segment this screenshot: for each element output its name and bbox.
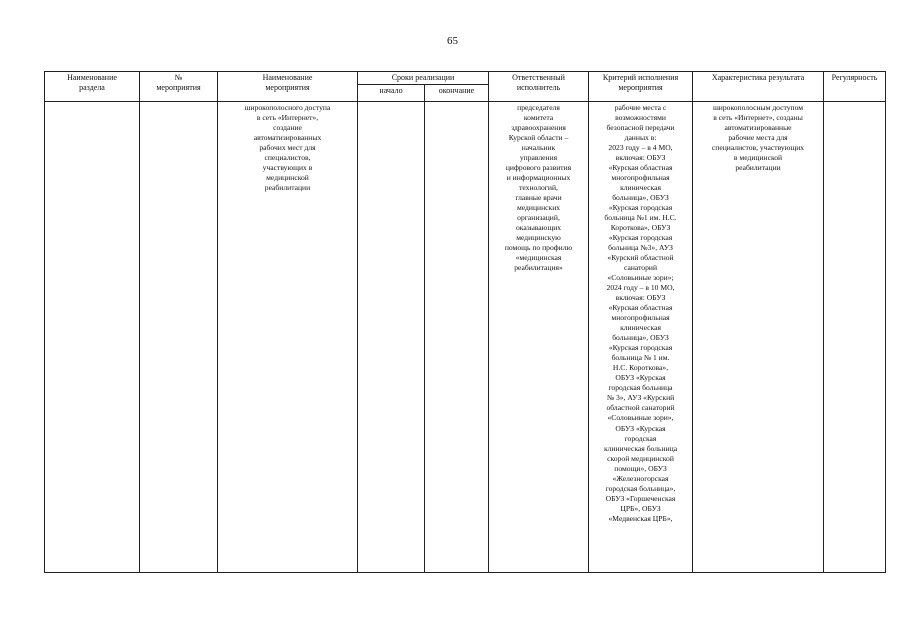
table-row bbox=[45, 102, 886, 573]
cell-event-name: широкополосного доступа в сеть «Интернет», создание автоматизированных рабочих мест для специалистов, участвующих в медицинской реабилитации bbox=[218, 102, 358, 573]
header-end: окончание bbox=[425, 85, 489, 102]
header-regularity: Регулярность bbox=[824, 72, 886, 102]
header-result-characteristic: Характеристика результата bbox=[693, 72, 824, 102]
header-implementation-terms: Сроки реализации bbox=[358, 72, 489, 85]
header-event-number: № мероприятия bbox=[140, 72, 218, 102]
cell-responsible-executor: председателя комитета здравоохранения Курской области – начальник управления цифрового развития и информационных технологий, главные врачи медицинских организаций, оказывающих медицинскую помощь по профилю «медицинская реабилитация» bbox=[489, 102, 589, 573]
header-section-name: Наименование раздела bbox=[45, 72, 140, 102]
header-responsible-executor: Ответственный исполнитель bbox=[489, 72, 589, 102]
header-fulfillment-criterion: Критерий исполнения мероприятия bbox=[589, 72, 693, 102]
action-plan-table bbox=[44, 71, 886, 573]
cell-fulfillment-criterion: рабочие места с возможностями безопасной передачи данных в: 2023 году – в 4 МО, включая: ОБУЗ «Курская областная многопрофильная клиническая больница», ОБУЗ «Курская городская больница №1 им. Н.С. Короткова», ОБУЗ «Курская городская больница №3», АУЗ «Курский областной санаторий «Соловьиные зори»; 2024 году – в 10 МО, включая: ОБУЗ «Курская областная многопрофильная клиническая больница», ОБУЗ «Курская городская больница № 1 им. Н.С. Короткова», ОБУЗ «Курская городская больница № 3», АУЗ «Курский областной санаторий «Соловьиные зори», ОБУЗ «Курская городская клиническая больница скорой медицинской помощи», ОБУЗ «Железногорская городская больница», ОБУЗ «Горшеченская ЦРБ», ОБУЗ «Медвенская ЦРБ», bbox=[589, 102, 693, 573]
cell-result-characteristic: широкополосным доступом в сеть «Интернет», созданы автоматизированные рабочие места для специалистов, участвующих в медицинской реабилитации bbox=[693, 102, 824, 573]
header-event-name: Наименование мероприятия bbox=[218, 72, 358, 102]
cell-end bbox=[425, 102, 489, 573]
cell-regularity bbox=[824, 102, 886, 573]
page-number: 65 bbox=[447, 35, 458, 47]
cell-event-number bbox=[140, 102, 218, 573]
cell-start bbox=[358, 102, 425, 573]
cell-section-name bbox=[45, 102, 140, 573]
header-start: начало bbox=[358, 85, 425, 102]
